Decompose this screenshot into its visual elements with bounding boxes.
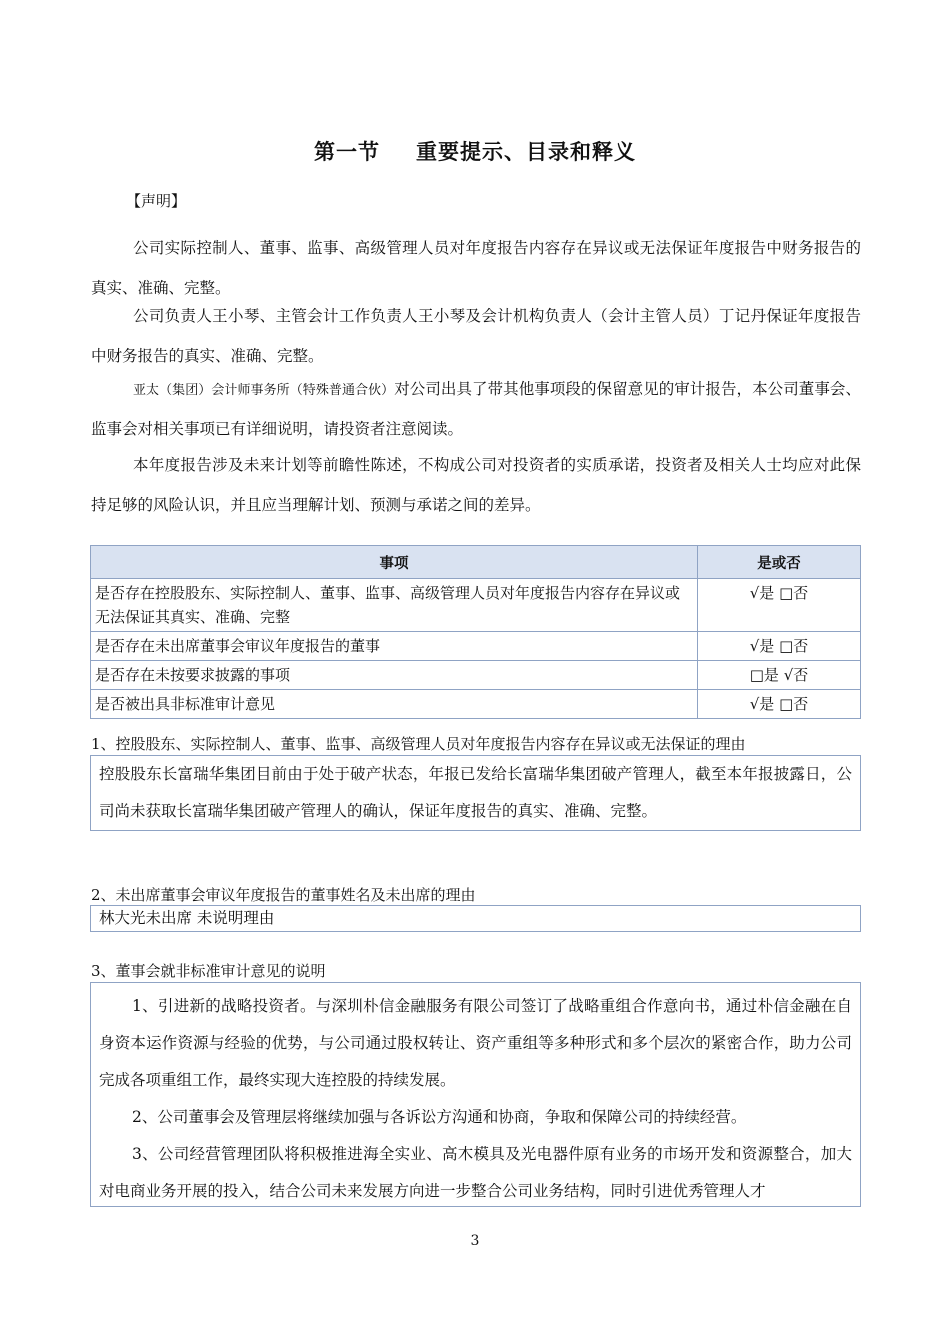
- matters-table: [90, 545, 861, 719]
- table-header-row: [91, 546, 861, 579]
- table-row: [91, 579, 861, 632]
- table-row: [91, 690, 861, 719]
- declaration-label: 【声明】: [126, 192, 187, 210]
- section-3-item: 3、公司经营管理团队将积极推进海全实业、高木模具及光电器件原有业务的市场开发和资源整合，加大对电商业务开展的投入，结合公司未来发展方向进一步整合公司业务结构，同时引进优秀管理人才: [99, 1145, 852, 1200]
- table-cell-answer: √是 □否: [698, 632, 861, 661]
- section-2-body: 林大光未出席 未说明理由: [99, 909, 275, 927]
- table-row: [91, 632, 861, 661]
- section-3-box: [90, 982, 861, 1207]
- paragraph-4: 本年度报告涉及未来计划等前瞻性陈述，不构成公司对投资者的实质承诺，投资者及相关人士均应对此保持足够的风险认识，并且应当理解计划、预测与承诺之间的差异。: [91, 456, 861, 514]
- table-cell-item: 是否存在控股股东、实际控制人、董事、监事、高级管理人员对年度报告内容存在异议或无法保证其真实、准确、完整: [91, 579, 698, 632]
- section-3-item: 2、公司董事会及管理层将继续加强与各诉讼方沟通和协商，争取和保障公司的持续经营。: [132, 1108, 747, 1126]
- section-3-item: 1、引进新的战略投资者。与深圳朴信金融服务有限公司签订了战略重组合作意向书，通过朴信金融在自身资本运作资源与经验的优势，与公司通过股权转让、资产重组等多种形式和多个层次的紧密合作，助力公司完成各项重组工作，最终实现大连控股的持续发展。: [99, 997, 852, 1089]
- page-title: [0, 136, 950, 166]
- paragraph-1: 公司实际控制人、董事、监事、高级管理人员对年度报告内容存在异议或无法保证年度报告中财务报告的真实、准确、完整。: [91, 239, 861, 297]
- section-number: 第一节: [314, 140, 380, 164]
- paragraph-3: 亚太（集团）会计师事务所（特殊普通合伙）对公司出具了带其他事项段的保留意见的审计报告，本公司董事会、监事会对相关事项已有详细说明，请投资者注意阅读。: [91, 380, 861, 438]
- paragraph-2: 公司负责人王小琴、主管会计工作负责人王小琴及会计机构负责人（会计主管人员）丁记丹保证年度报告中财务报告的真实、准确、完整。: [91, 307, 861, 365]
- column-header-item: 事项: [91, 546, 698, 579]
- section-title: 重要提示、目录和释义: [416, 140, 636, 164]
- page-number: 3: [470, 1233, 480, 1249]
- section-2-heading: 2、未出席董事会审议年度报告的董事姓名及未出席的理由: [91, 886, 476, 904]
- table-cell-item: 是否被出具非标准审计意见: [91, 690, 698, 719]
- table-cell-item: 是否存在未按要求披露的事项: [91, 661, 698, 690]
- section-2-box: [90, 905, 861, 932]
- table-cell-answer: √是 □否: [698, 690, 861, 719]
- section-1-body: 控股股东长富瑞华集团目前由于处于破产状态，年报已发给长富瑞华集团破产管理人，截至本年报披露日，公司尚未获取长富瑞华集团破产管理人的确认，保证年度报告的真实、准确、完整。: [99, 765, 852, 820]
- table-cell-answer: □是 √否: [698, 661, 861, 690]
- table-cell-answer: √是 □否: [698, 579, 861, 632]
- table-row: [91, 661, 861, 690]
- section-1-box: [90, 755, 861, 831]
- column-header-answer: 是或否: [698, 546, 861, 579]
- section-3-heading: 3、董事会就非标准审计意见的说明: [91, 962, 326, 980]
- table-cell-item: 是否存在未出席董事会审议年度报告的董事: [91, 632, 698, 661]
- section-1-heading: 1、控股股东、实际控制人、董事、监事、高级管理人员对年度报告内容存在异议或无法保证的理由: [91, 735, 746, 753]
